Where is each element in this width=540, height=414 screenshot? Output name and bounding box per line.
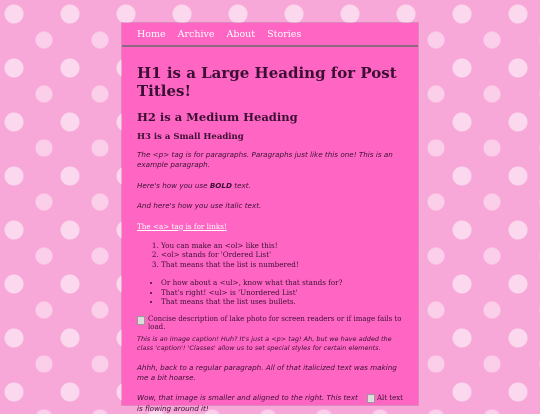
broken-image-icon: [137, 316, 145, 325]
paragraph-bold-suffix: text.: [231, 180, 251, 190]
post-content: [122, 47, 418, 414]
paragraph-bold: [137, 181, 403, 191]
lake-photo-alt-text: Concise description of lake photo for screen readers or if image fails to load.: [148, 315, 402, 332]
right-image-alt-text: Alt text: [376, 394, 403, 403]
paragraph-bold-prefix: Here's how you use: [137, 180, 210, 190]
ol-item: 1. You can make an <ol> like this!: [161, 241, 403, 251]
broken-image-icon: [367, 394, 375, 403]
ol-item: 3. That means that the list is numbered!: [161, 260, 403, 270]
paragraph-1: The <p> tag is for paragraphs. Paragraphs just like this one! This is an example paragraph.: [137, 150, 393, 170]
ul-item: • That means that the list uses bullets.: [161, 297, 403, 307]
bold-text: BOLD: [209, 180, 232, 190]
nav-stories[interactable]: Stories: [267, 28, 302, 40]
paragraph-4: Ahhh, back to a regular paragraph. All of that italicized text was making me a bit hoarse.: [137, 362, 397, 383]
paragraph-italic: And here's how you use italic text.: [137, 201, 262, 211]
right-image: [367, 393, 403, 403]
paragraph-5: Wow, that image is smaller and aligned to the right. This text is flowing around it!: [137, 393, 358, 413]
top-nav: [122, 23, 418, 47]
nav-about[interactable]: About: [226, 28, 256, 40]
post-title: H1 is a Large Heading for Post Titles!: [137, 64, 397, 100]
ol-item: 2. <ol> stands for 'Ordered List': [161, 250, 403, 260]
lake-photo: [137, 315, 403, 331]
ul-item: • That's right! <ul> is 'Unordered List': [161, 288, 403, 298]
nav-home[interactable]: Home: [137, 28, 166, 40]
blog-page: [122, 23, 418, 413]
ordered-list: [137, 241, 403, 270]
image-caption: This is an image caption! Huh? It's just a <p> tag! Ah, but we have added the class 'caption'! 'Classes' allow us to set special styles for certain elements.: [137, 335, 392, 352]
unordered-list: [137, 278, 403, 307]
nav-archive[interactable]: Archive: [177, 28, 215, 40]
ul-item: • Or how about a <ul>, know what that stands for?: [161, 278, 403, 288]
small-heading: H3 is a Small Heading: [137, 132, 244, 142]
medium-heading: H2 is a Medium Heading: [137, 110, 298, 124]
example-link[interactable]: The <a> tag is for links!: [137, 221, 227, 231]
